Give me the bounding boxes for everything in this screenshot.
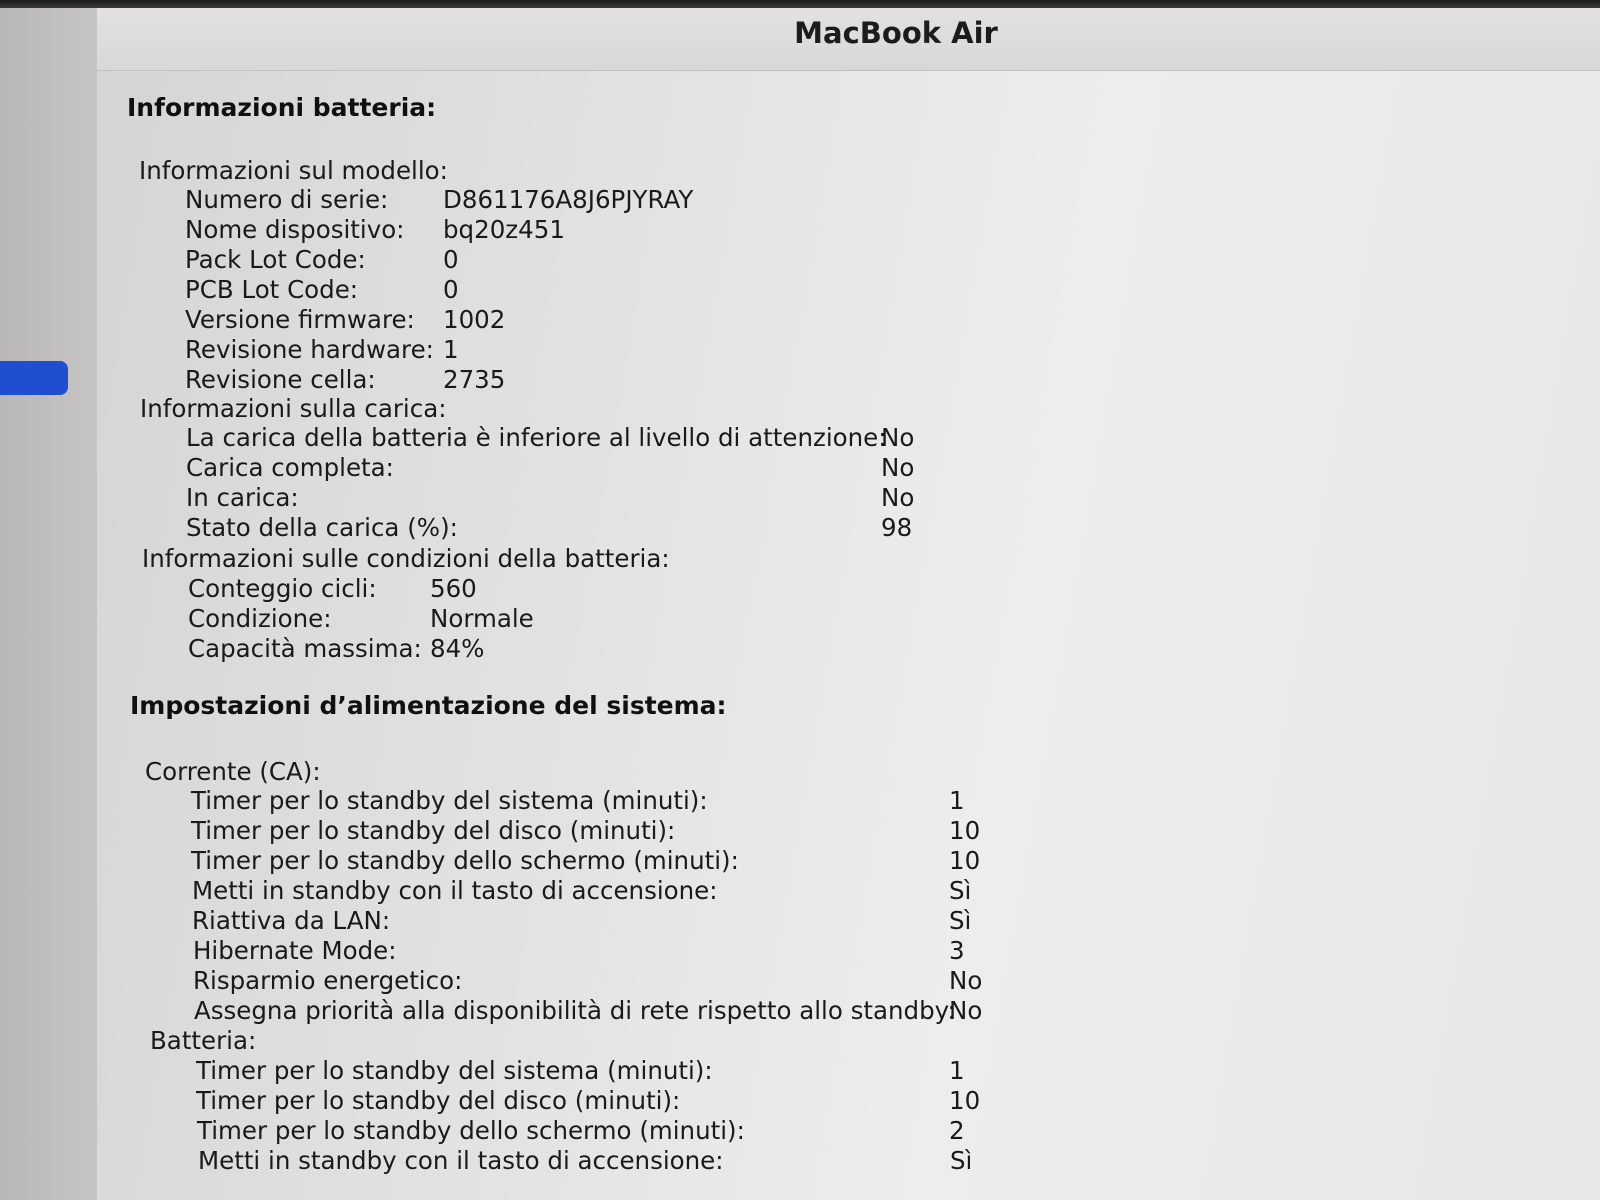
row-label: Stato della carica (%): bbox=[186, 513, 458, 542]
row-label: Timer per lo standby del disco (minuti): bbox=[191, 816, 676, 845]
health-row-cycles bbox=[188, 574, 477, 604]
row-label: Timer per lo standby del sistema (minuti): bbox=[191, 786, 708, 815]
window-title: MacBook Air bbox=[794, 16, 998, 50]
charge-row-percent bbox=[186, 513, 913, 543]
ac-row-network-priority bbox=[194, 996, 983, 1026]
ac-row-hibernate-mode bbox=[193, 936, 965, 966]
row-value: 10 bbox=[949, 816, 981, 845]
model-info-label: Informazioni sul modello: bbox=[139, 156, 448, 185]
row-value: 0 bbox=[443, 245, 459, 274]
row-label: Revisione hardware: bbox=[185, 335, 434, 364]
ac-row-display-sleep bbox=[191, 846, 981, 876]
battery-row-display-sleep bbox=[197, 1116, 965, 1146]
row-label: La carica della batteria è inferiore al livello di attenzione: bbox=[186, 423, 887, 452]
row-label: Condizione: bbox=[188, 604, 332, 633]
row-value: bq20z451 bbox=[443, 215, 565, 244]
row-label: Carica completa: bbox=[186, 453, 394, 482]
row-value: 2735 bbox=[443, 365, 506, 394]
row-label: Pack Lot Code: bbox=[185, 245, 366, 274]
row-label: Capacità massima: bbox=[188, 634, 422, 663]
row-value: No bbox=[881, 423, 915, 452]
row-value: Sì bbox=[949, 876, 972, 905]
battery-power-label: Batteria: bbox=[150, 1026, 257, 1055]
row-value: No bbox=[881, 453, 915, 482]
row-label: Timer per lo standby del sistema (minuti): bbox=[196, 1056, 713, 1085]
row-label: PCB Lot Code: bbox=[185, 275, 359, 304]
row-value: 3 bbox=[949, 936, 965, 965]
model-row-firmware bbox=[185, 305, 506, 335]
row-value: 1 bbox=[949, 786, 965, 815]
report-content bbox=[97, 71, 1600, 1200]
ac-row-low-power bbox=[193, 966, 983, 996]
row-label: Metti in standby con il tasto di accensione: bbox=[198, 1146, 724, 1175]
row-label: Assegna priorità alla disponibilità di rete rispetto allo standby: bbox=[194, 996, 956, 1025]
row-value: No bbox=[949, 966, 983, 995]
row-label: Versione firmware: bbox=[185, 305, 415, 334]
charge-row-charging bbox=[186, 483, 915, 513]
row-value: 10 bbox=[949, 846, 981, 875]
model-row-serial bbox=[185, 185, 694, 215]
health-row-max-capacity bbox=[188, 634, 485, 664]
row-value: D861176A8J6PJYRAY bbox=[443, 185, 694, 214]
row-value: 560 bbox=[430, 574, 477, 603]
screen-bezel bbox=[0, 0, 1600, 8]
row-label: Riattiva da LAN: bbox=[192, 906, 391, 935]
ac-row-disk-sleep bbox=[191, 816, 981, 846]
model-row-hardware bbox=[185, 335, 459, 365]
ac-row-system-sleep bbox=[191, 786, 965, 816]
row-value: 1 bbox=[949, 1056, 965, 1085]
row-label: Numero di serie: bbox=[185, 185, 389, 214]
row-label: Timer per lo standby dello schermo (minuti): bbox=[197, 1116, 745, 1145]
row-value: 98 bbox=[881, 513, 913, 542]
battery-section-title: Informazioni batteria: bbox=[127, 93, 437, 122]
charge-row-warning bbox=[186, 423, 915, 453]
row-value: No bbox=[881, 483, 915, 512]
row-value: 0 bbox=[443, 275, 459, 304]
sidebar-selected-item[interactable] bbox=[0, 361, 68, 395]
row-label: Hibernate Mode: bbox=[193, 936, 397, 965]
row-label: Nome dispositivo: bbox=[185, 215, 405, 244]
health-row-condition bbox=[188, 604, 534, 634]
ac-power-label: Corrente (CA): bbox=[145, 757, 321, 786]
row-label: Metti in standby con il tasto di accensione: bbox=[192, 876, 718, 905]
row-value: 1 bbox=[443, 335, 459, 364]
row-label: In carica: bbox=[186, 483, 299, 512]
row-label: Timer per lo standby del disco (minuti): bbox=[196, 1086, 681, 1115]
window-titlebar bbox=[97, 8, 1600, 71]
health-info-label: Informazioni sulle condizioni della batteria: bbox=[142, 544, 670, 573]
row-value: Sì bbox=[949, 906, 972, 935]
model-row-pcb-lot bbox=[185, 275, 459, 305]
row-label: Revisione cella: bbox=[185, 365, 376, 394]
battery-row-system-sleep bbox=[196, 1056, 965, 1086]
model-row-device-name bbox=[185, 215, 565, 245]
power-section-title: Impostazioni d’alimentazione del sistema: bbox=[130, 691, 727, 720]
battery-row-power-button-sleep bbox=[198, 1146, 973, 1176]
row-value: 10 bbox=[949, 1086, 981, 1115]
sidebar bbox=[0, 8, 98, 1200]
ac-row-power-button-sleep bbox=[192, 876, 972, 906]
row-value: Normale bbox=[430, 604, 534, 633]
row-value: Sì bbox=[950, 1146, 973, 1175]
row-value: 84% bbox=[430, 634, 485, 663]
row-value: No bbox=[949, 996, 983, 1025]
model-row-pack-lot bbox=[185, 245, 459, 275]
row-label: Timer per lo standby dello schermo (minuti): bbox=[191, 846, 739, 875]
charge-row-full bbox=[186, 453, 915, 483]
row-value: 1002 bbox=[443, 305, 506, 334]
row-value: 2 bbox=[949, 1116, 965, 1145]
model-row-cell bbox=[185, 365, 506, 395]
row-label: Conteggio cicli: bbox=[188, 574, 377, 603]
charge-info-label: Informazioni sulla carica: bbox=[140, 394, 447, 423]
ac-row-wake-lan bbox=[192, 906, 972, 936]
row-label: Risparmio energetico: bbox=[193, 966, 463, 995]
battery-row-disk-sleep bbox=[196, 1086, 981, 1116]
